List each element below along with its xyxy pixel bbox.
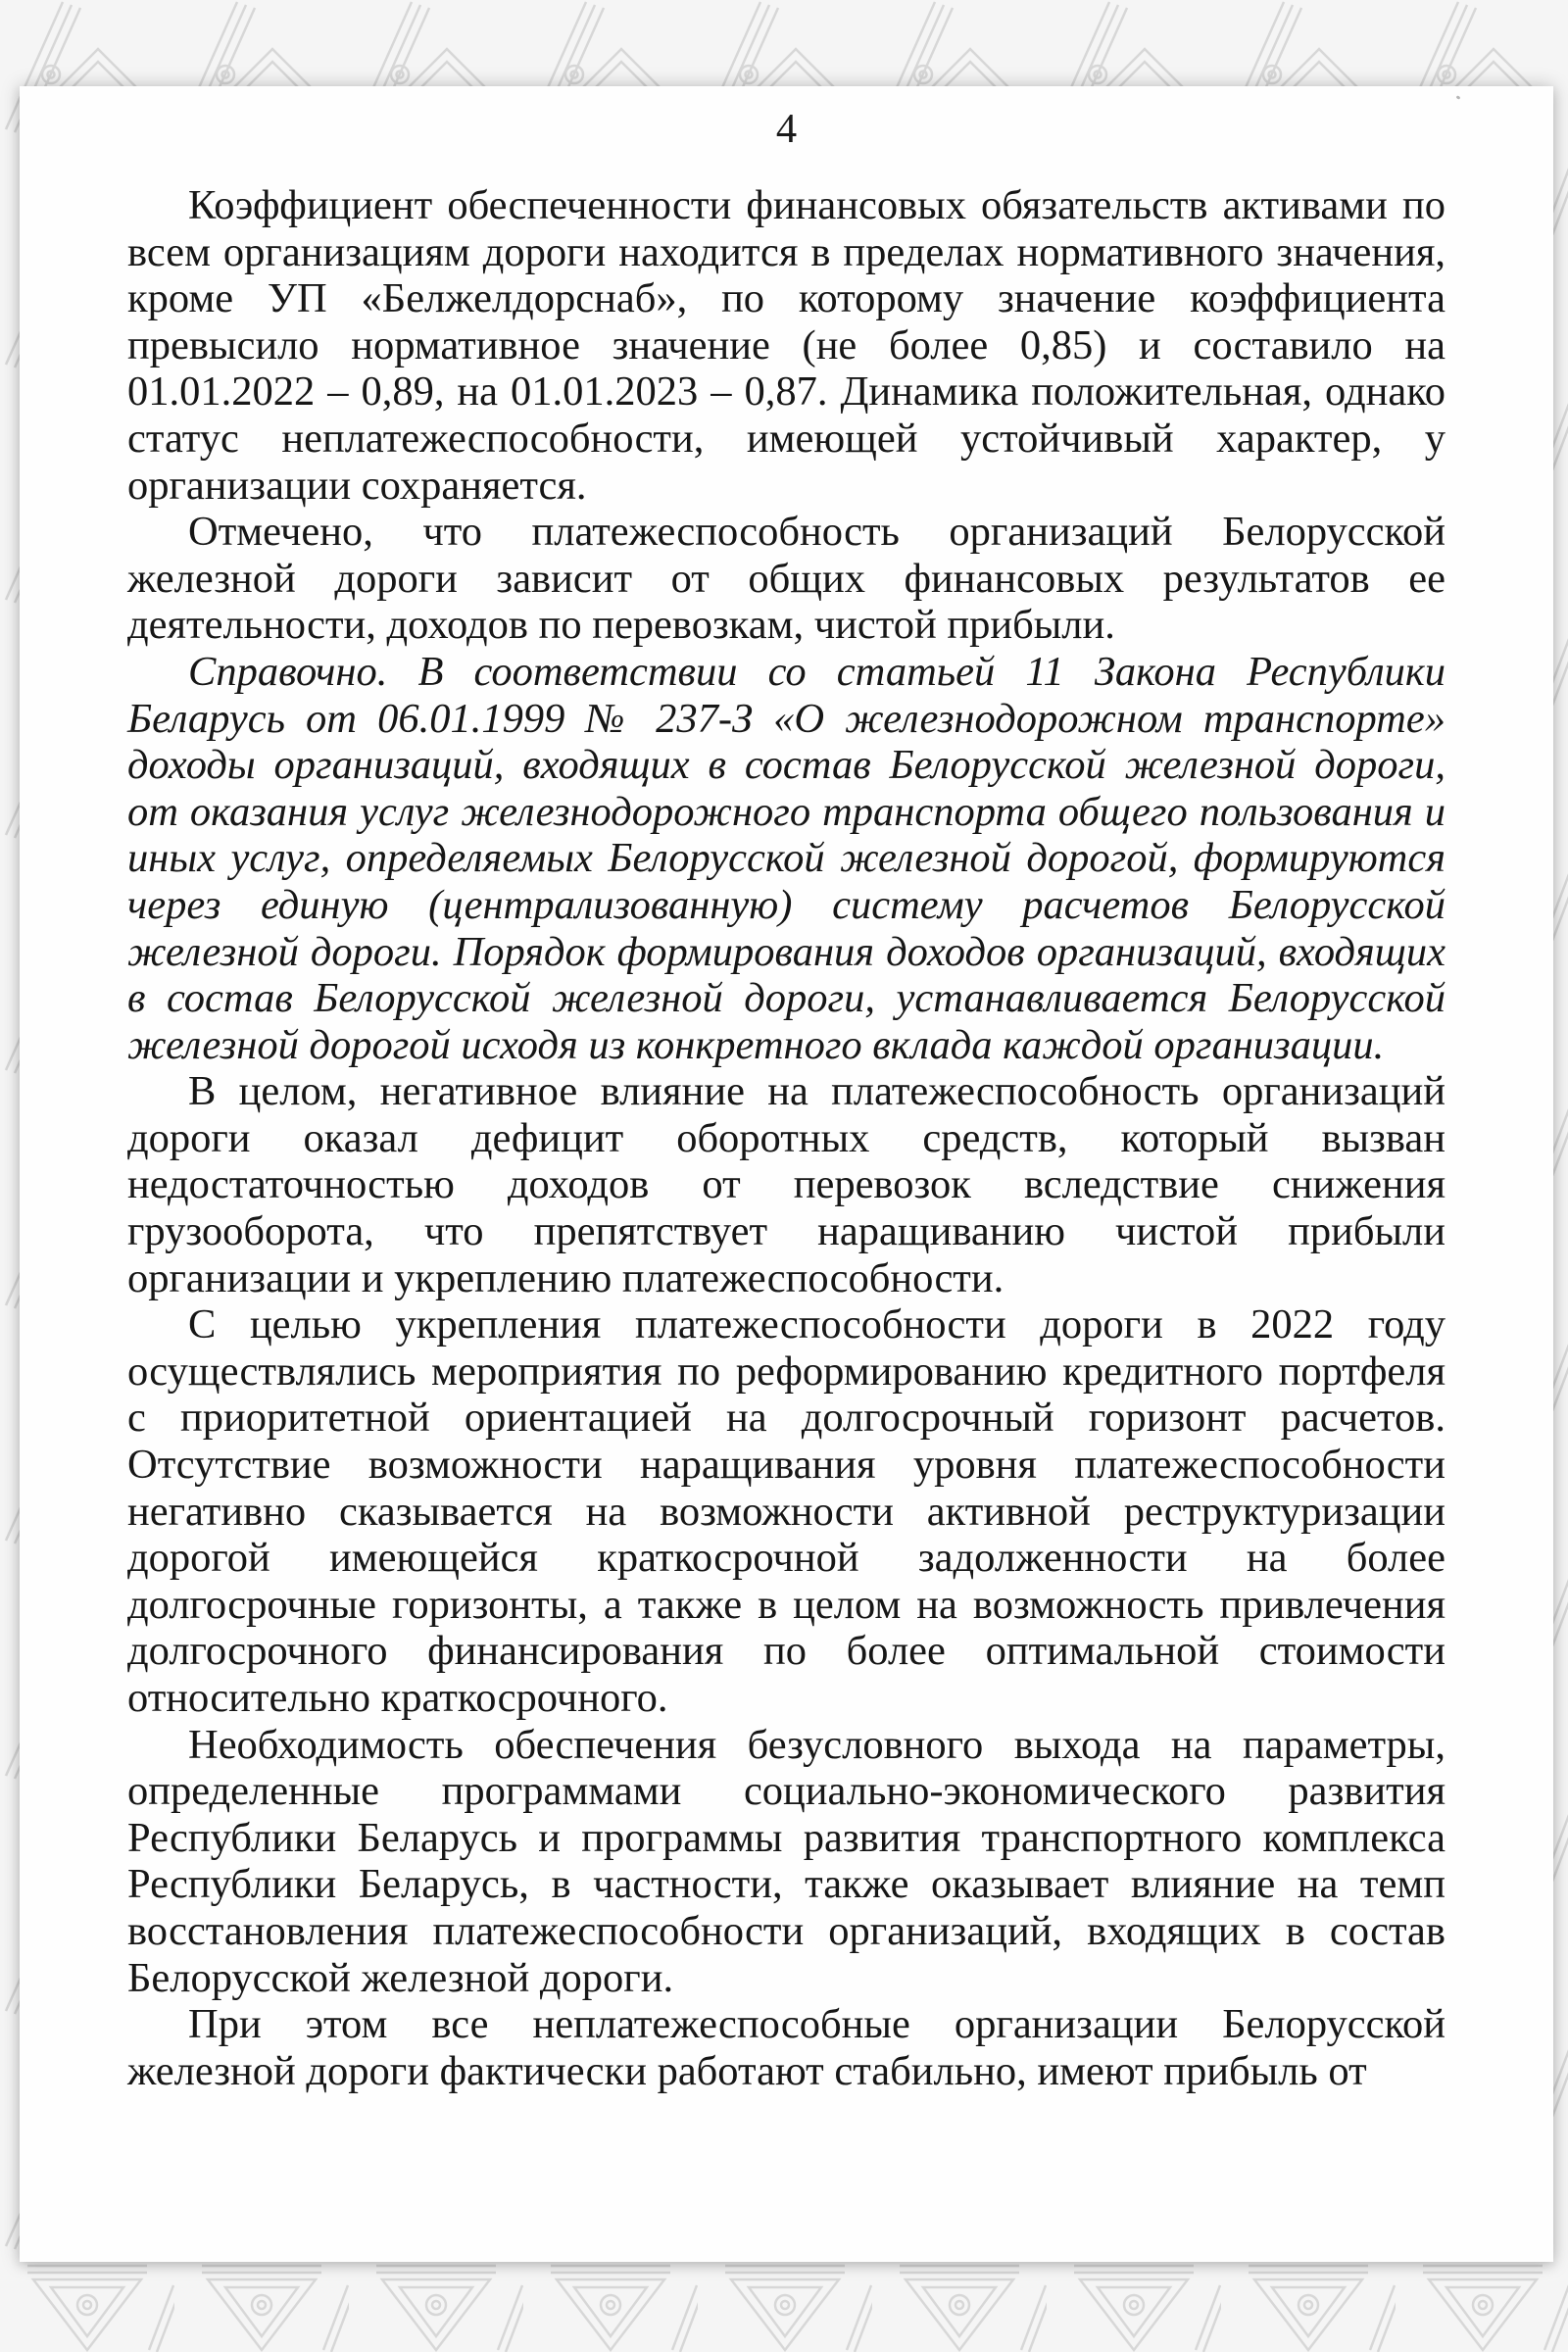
paragraph-4: В целом, негативное влияние на платежеспособность организаций дороги оказал дефицит оборотных средств, который вызван недостаточностью доходов от перевозок вследствие снижения грузооборота, что препятствует наращиванию чистой прибыли организации и укреплению платежеспособности. (127, 1068, 1446, 1301)
paragraph-2: Отмечено, что платежеспособность организаций Белорусской железной дороги зависит от общих финансовых результатов ее деятельности, доходов по перевозкам, чистой прибыли. (127, 509, 1446, 649)
paragraph-7: При этом все неплатежеспособные организации Белорусской железной дороги фактически работают стабильно, имеют прибыль от (127, 2001, 1446, 2094)
paragraph-6: Необходимость обеспечения безусловного выхода на параметры, определенные программами социально-экономического развития Республики Беларусь и программы развития транспортного комплекса Республики Беларусь, в частности, также оказывает влияние на темп восстановления платежеспособности организаций, входящих в состав Белорусской железной дороги. (127, 1721, 1446, 2001)
page-number: 4 (775, 106, 798, 152)
paragraph-1: Коэффициент обеспеченности финансовых обязательств активами по всем организациям дороги находится в пределах нормативного значения, кроме УП «Белжелдорснаб», по которому значение коэффициента превысило нормативное значение (не более 0,85) и составило на 01.01.2022 – 0,89, на 01.01.2023 – 0,87. Динамика положительная, однако статус неплатежеспособности, имеющей устойчивый характер, у организации сохраняется. (127, 182, 1446, 509)
document-body (127, 182, 1446, 2094)
document-page (20, 86, 1553, 2262)
paragraph-5: С целью укрепления платежеспособности дороги в 2022 году осуществлялись мероприятия по реформированию кредитного портфеля с приоритетной ориентацией на долгосрочный горизонт расчетов. Отсутствие возможности наращивания уровня платежеспособности негативно сказывается на возможности активной реструктуризации дорогой имеющейся краткосрочной задолженности на более долгосрочные горизонты, а также в целом на возможность привлечения долгосрочного финансирования по более оптимальной стоимости относительно краткосрочного. (127, 1301, 1446, 1721)
scan-speck-artifact (1456, 95, 1461, 100)
paragraph-3-reference-note: Справочно. В соответствии со статьей 11 Закона Республики Беларусь от 06.01.1999 № 237-З «О железнодорожном транспорте» доходы организаций, входящих в состав Белорусской железной дороги, от оказания услуг железнодорожного транспорта общего пользования и иных услуг, определяемых Белорусской железной дорогой, формируются через единую (централизованную) систему расчетов Белорусской железной дороги. Порядок формирования доходов организаций, входящих в состав Белорусской железной дороги, устанавливается Белорусской железной дорогой исходя из конкретного вклада каждой организации. (127, 648, 1446, 1068)
